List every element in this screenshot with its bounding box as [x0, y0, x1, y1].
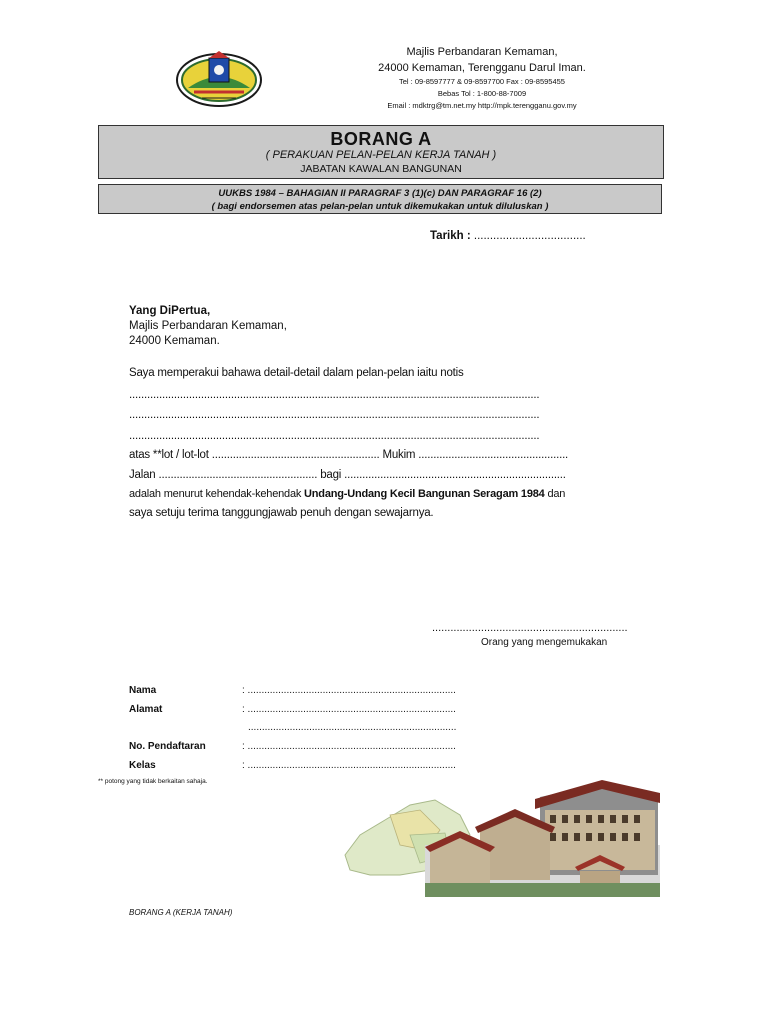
- title-box: [98, 125, 664, 179]
- accordance-line: [129, 488, 565, 500]
- signature-line[interactable]: ................................................................: [432, 622, 628, 634]
- no-pendaftaran-label: No. Pendaftaran: [129, 741, 206, 752]
- map-and-building-illustration: [340, 775, 660, 897]
- signature-label: Orang yang mengemukakan: [481, 637, 608, 648]
- accordance-suffix: dan: [544, 488, 566, 500]
- law-reference-line2: ( bagi endorsemen atas pelan-pelan untuk dikemukakan untuk diluluskan ): [211, 201, 549, 212]
- declaration-intro: Saya memperakui bahawa detail-detail dalam pelan-pelan iaitu notis: [129, 367, 464, 379]
- form-title: BORANG A: [330, 129, 432, 149]
- date-value: ...................................: [473, 230, 586, 242]
- alamat-field[interactable]: : ...........................................................................: [242, 704, 456, 715]
- footnote: ** potong yang tidak berkaitan sahaja.: [98, 778, 208, 785]
- org-name: Majlis Perbandaran Kemaman,: [406, 46, 558, 58]
- department-name: JABATAN KAWALAN BANGUNAN: [300, 163, 462, 175]
- bylaw-name: Undang-Undang Kecil Bangunan Seragam 1984: [304, 488, 545, 500]
- no-pendaftaran-field[interactable]: : ...........................................................................: [242, 741, 456, 752]
- accordance-prefix: adalah menurut kehendak-kehendak: [129, 488, 305, 500]
- form-footer: BORANG A (KERJA TANAH): [129, 908, 233, 917]
- council-crest-logo: [174, 48, 274, 110]
- jalan-bagi-line[interactable]: Jalan ..................................................... bagi ..........................................................................: [129, 469, 566, 481]
- notice-blank-line-2[interactable]: .........................................................................................................................................: [129, 409, 540, 421]
- notice-blank-line-1[interactable]: .........................................................................................................................................: [129, 389, 540, 401]
- nama-label: Nama: [129, 685, 157, 696]
- nama-field[interactable]: : ...........................................................................: [242, 685, 456, 696]
- recipient-salutation: Yang DiPertua,: [129, 305, 211, 317]
- date-label: Tarikh :: [430, 230, 471, 242]
- alamat-field-continued[interactable]: ...........................................................................: [248, 722, 457, 733]
- form-subtitle: ( PERAKUAN PELAN-PELAN KERJA TANAH ): [265, 149, 497, 161]
- closing-statement: saya setuju terima tanggungjawab penuh dengan sewajarnya.: [129, 507, 434, 519]
- kelas-label: Kelas: [129, 760, 156, 771]
- org-address: 24000 Kemaman, Terengganu Darul Iman.: [378, 62, 586, 74]
- law-reference-line1: UUKBS 1984 – BAHAGIAN II PARAGRAF 3 (1)(c) DAN PARAGRAF 16 (2): [218, 188, 542, 199]
- letterhead: [262, 45, 702, 112]
- law-reference-box: [98, 184, 662, 214]
- lot-mukim-line[interactable]: atas **lot / lot-lot ........................................................ Mukim ..................................................: [129, 449, 569, 461]
- org-toll-free: Bebas Tol : 1-800-88-7009: [437, 89, 527, 98]
- recipient-line2: 24000 Kemaman.: [129, 335, 220, 347]
- org-email: Email : mdktrg@tm.net.my http://mpk.terengganu.gov.my: [387, 101, 577, 110]
- date-field[interactable]: [430, 230, 586, 242]
- notice-blank-line-3[interactable]: .........................................................................................................................................: [129, 430, 540, 442]
- recipient-line1: Majlis Perbandaran Kemaman,: [129, 320, 287, 332]
- org-phone: Tel : 09-8597777 & 09-8597700 Fax : 09-8595455: [399, 77, 565, 86]
- kelas-field[interactable]: : ...........................................................................: [242, 760, 456, 771]
- recipient-address: [129, 304, 287, 349]
- alamat-label: Alamat: [129, 704, 163, 715]
